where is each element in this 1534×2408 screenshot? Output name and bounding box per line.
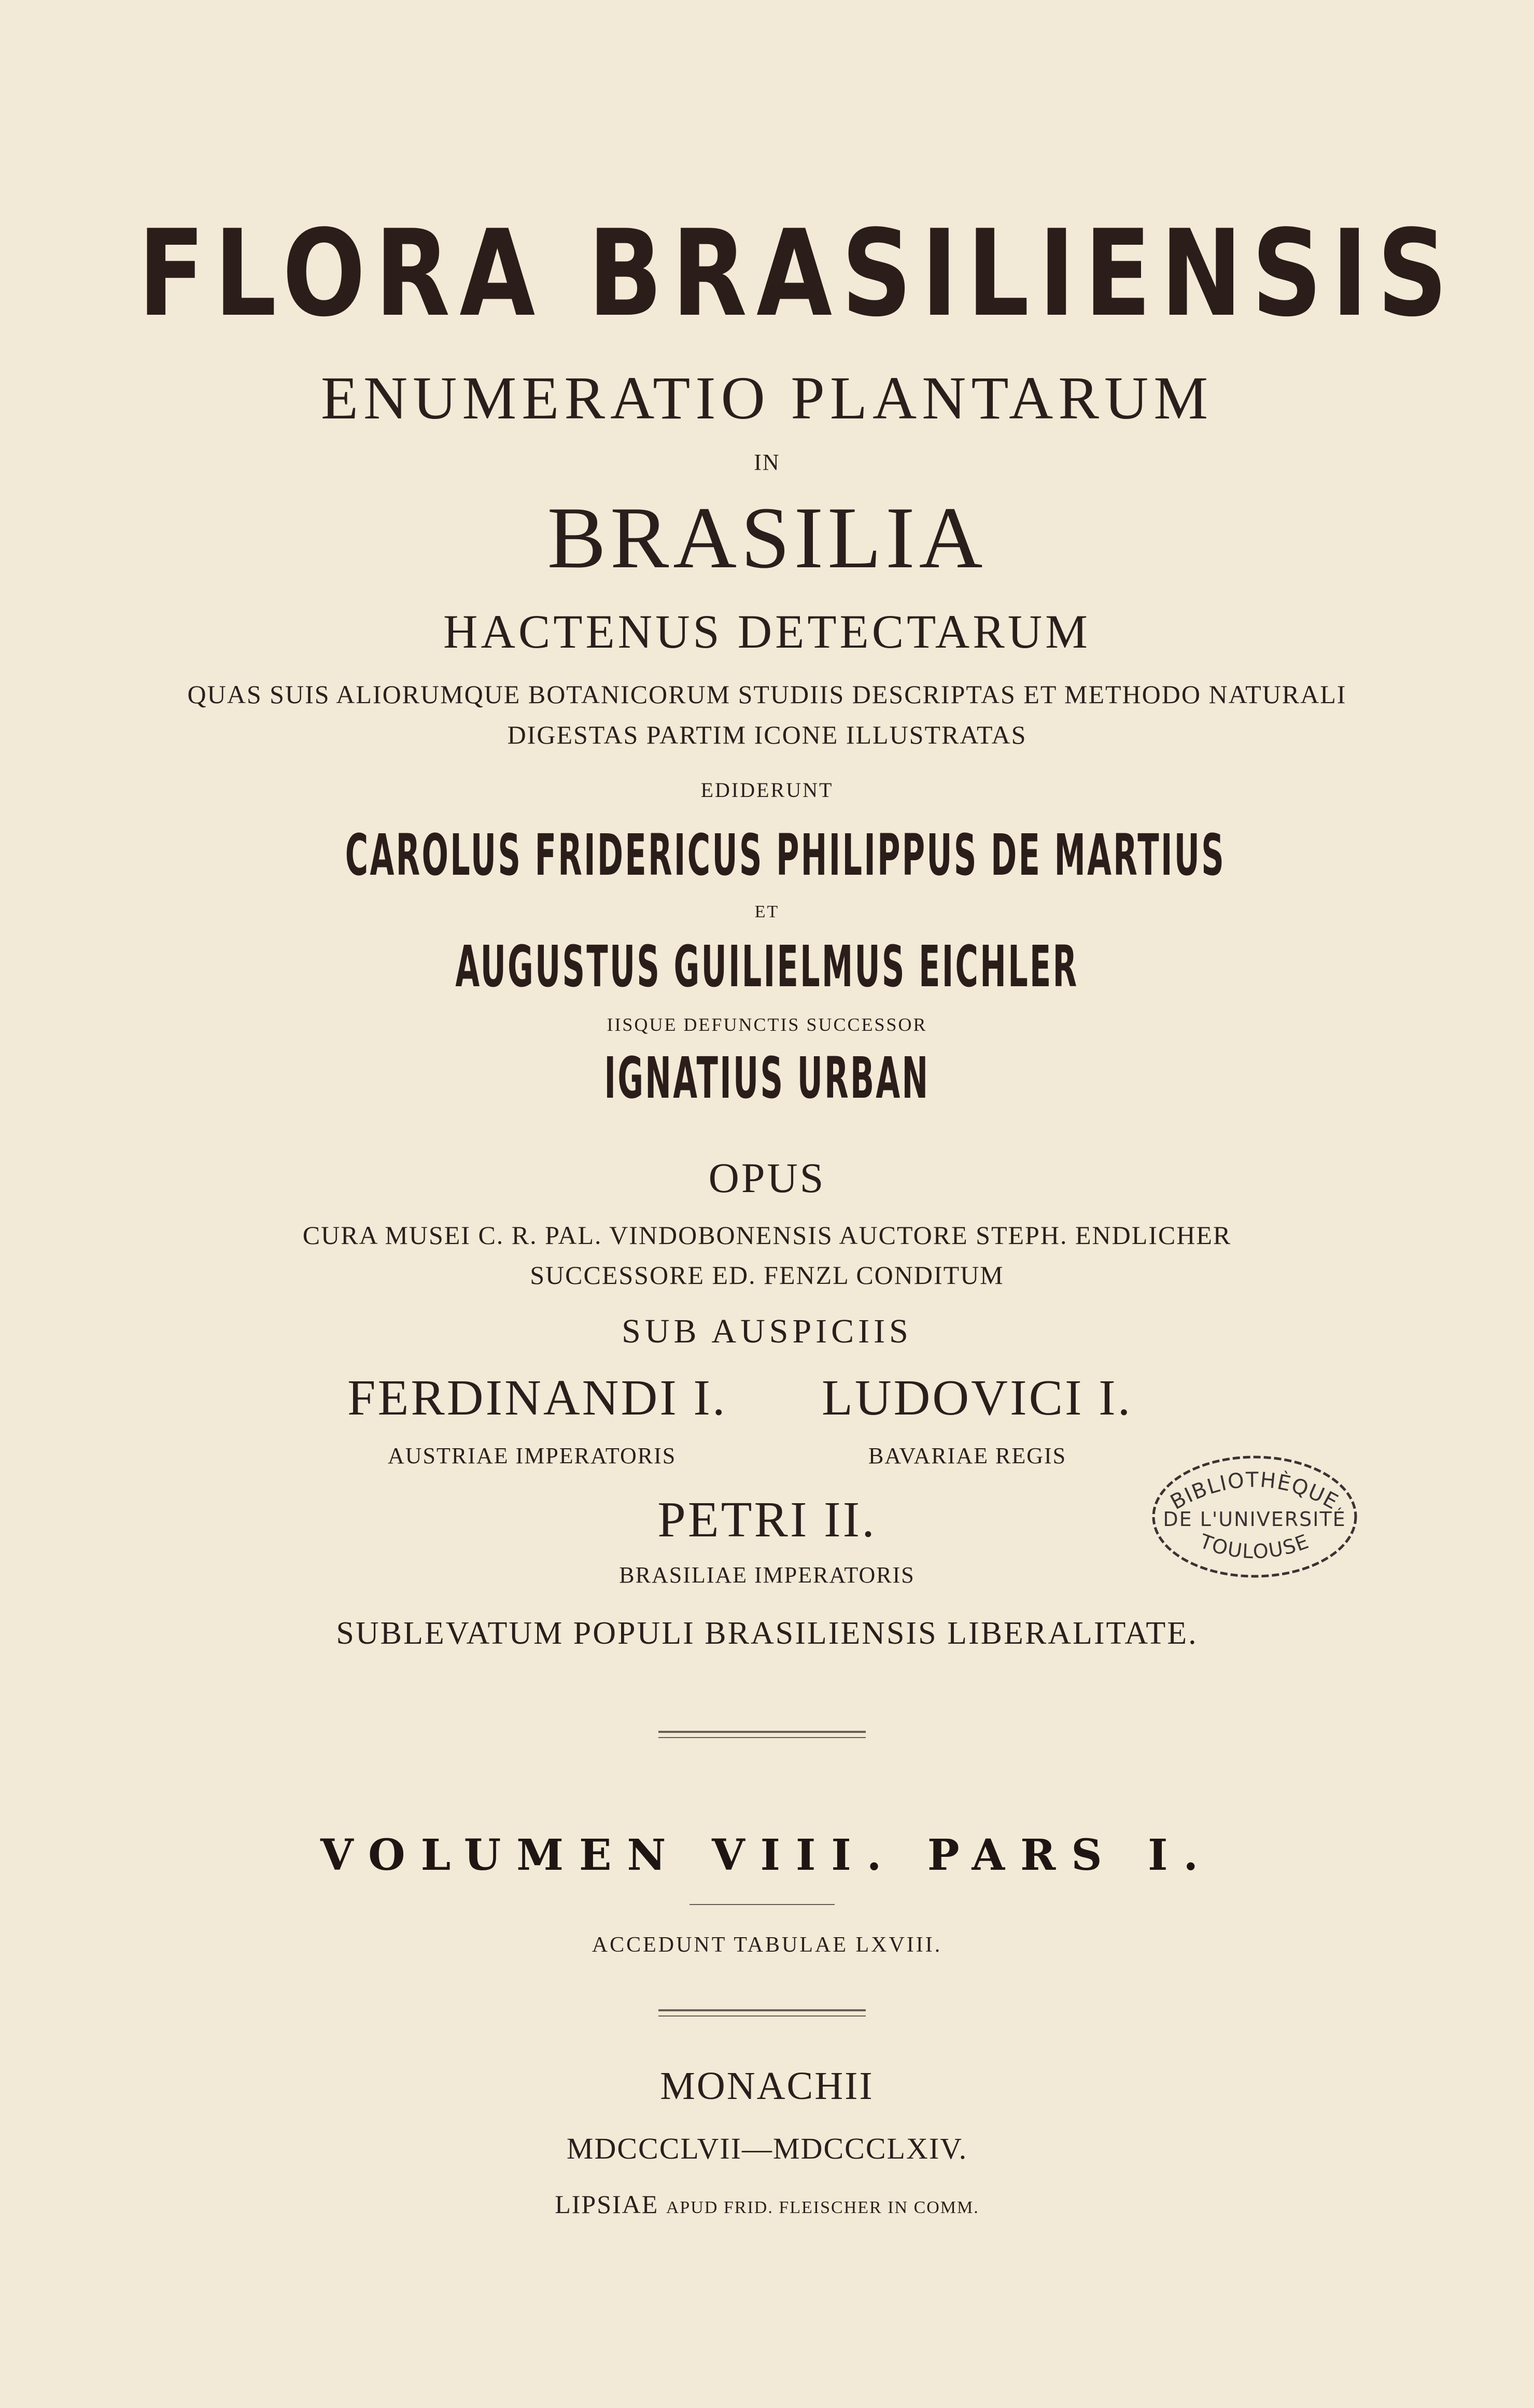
et-label: ET	[754, 902, 780, 921]
patron-petri-title: BRASILIAE IMPERATORIS	[619, 1562, 915, 1588]
divider-3b	[658, 2015, 866, 2017]
accedunt-label: ACCEDUNT TABULAE LXVIII.	[592, 1933, 942, 1957]
publisher-line	[0, 2189, 1534, 2219]
patron-ferdinand-title: AUSTRIAE IMPERATORIS	[388, 1443, 677, 1468]
volume-label: VOLUMEN VIII. PARS I.	[320, 1830, 1214, 1880]
divider-2	[689, 1904, 835, 1905]
ediderunt-label: EDIDERUNT	[700, 778, 834, 802]
description-line-1: QUAS SUIS ALIORUMQUE BOTANICORUM STUDIIS DESCRIPTAS ET METHODO NATURALI	[187, 680, 1347, 709]
editor-urban: IGNATIUS URBAN	[604, 1045, 930, 1111]
opus-label: OPUS	[708, 1154, 826, 1201]
subtitle-enumeratio: ENUMERATIO PLANTARUM	[320, 364, 1214, 432]
patron-ferdinand: FERDINANDI I.	[347, 1370, 727, 1426]
place-label: MONACHII	[660, 2064, 874, 2108]
cura-line-1: CURA MUSEI C. R. PAL. VINDOBONENSIS AUCTORE STEPH. ENDLICHER	[302, 1221, 1232, 1250]
library-stamp	[1148, 1449, 1361, 1584]
patron-ludovici: LUDOVICI I.	[822, 1370, 1133, 1426]
stamp-line-1: BIBLIOTHÈQUE	[1166, 1468, 1343, 1515]
cura-line-2: SUCCESSORE ED. FENZL CONDITUM	[530, 1261, 1004, 1290]
stamp-line-2: DE L'UNIVERSITÉ	[1163, 1508, 1346, 1531]
patron-ludovici-title: BAVARIAE REGIS	[868, 1443, 1067, 1468]
editor-martius: CAROLUS FRIDERICUS PHILIPPUS DE MARTIUS	[345, 822, 1226, 888]
divider-1b	[658, 1737, 866, 1738]
years-label: MDCCCLVII—MDCCCLXIV.	[566, 2132, 968, 2165]
successor-label: IISQUE DEFUNCTIS SUCCESSOR	[607, 1014, 927, 1035]
subtitle-hactenus: HACTENUS DETECTARUM	[443, 605, 1091, 658]
patron-petri: PETRI II.	[657, 1492, 877, 1548]
divider-3a	[658, 2009, 866, 2011]
editor-eichler: AUGUSTUS GUILIELMUS EICHLER	[455, 933, 1079, 1000]
svg-text:TOULOUSE	[1197, 1530, 1313, 1563]
publisher-city: LIPSIAE	[555, 2190, 659, 2219]
sublevatum-line: SUBLEVATUM POPULI BRASILIENSIS LIBERALITATE.	[336, 1616, 1198, 1651]
subtitle-brasilia: BRASILIA	[547, 489, 987, 586]
stamp-line-3: TOULOUSE	[1197, 1530, 1313, 1563]
divider-1a	[658, 1731, 866, 1733]
main-title: FLORA BRASILIENSIS	[138, 205, 1457, 343]
publisher-rest: APUD FRID. FLEISCHER IN COMM.	[666, 2198, 979, 2217]
description-line-2: DIGESTAS PARTIM ICONE ILLUSTRATAS	[507, 720, 1027, 749]
sub-auspiciis: SUB AUSPICIIS	[622, 1312, 912, 1350]
subtitle-in: IN	[754, 450, 780, 475]
